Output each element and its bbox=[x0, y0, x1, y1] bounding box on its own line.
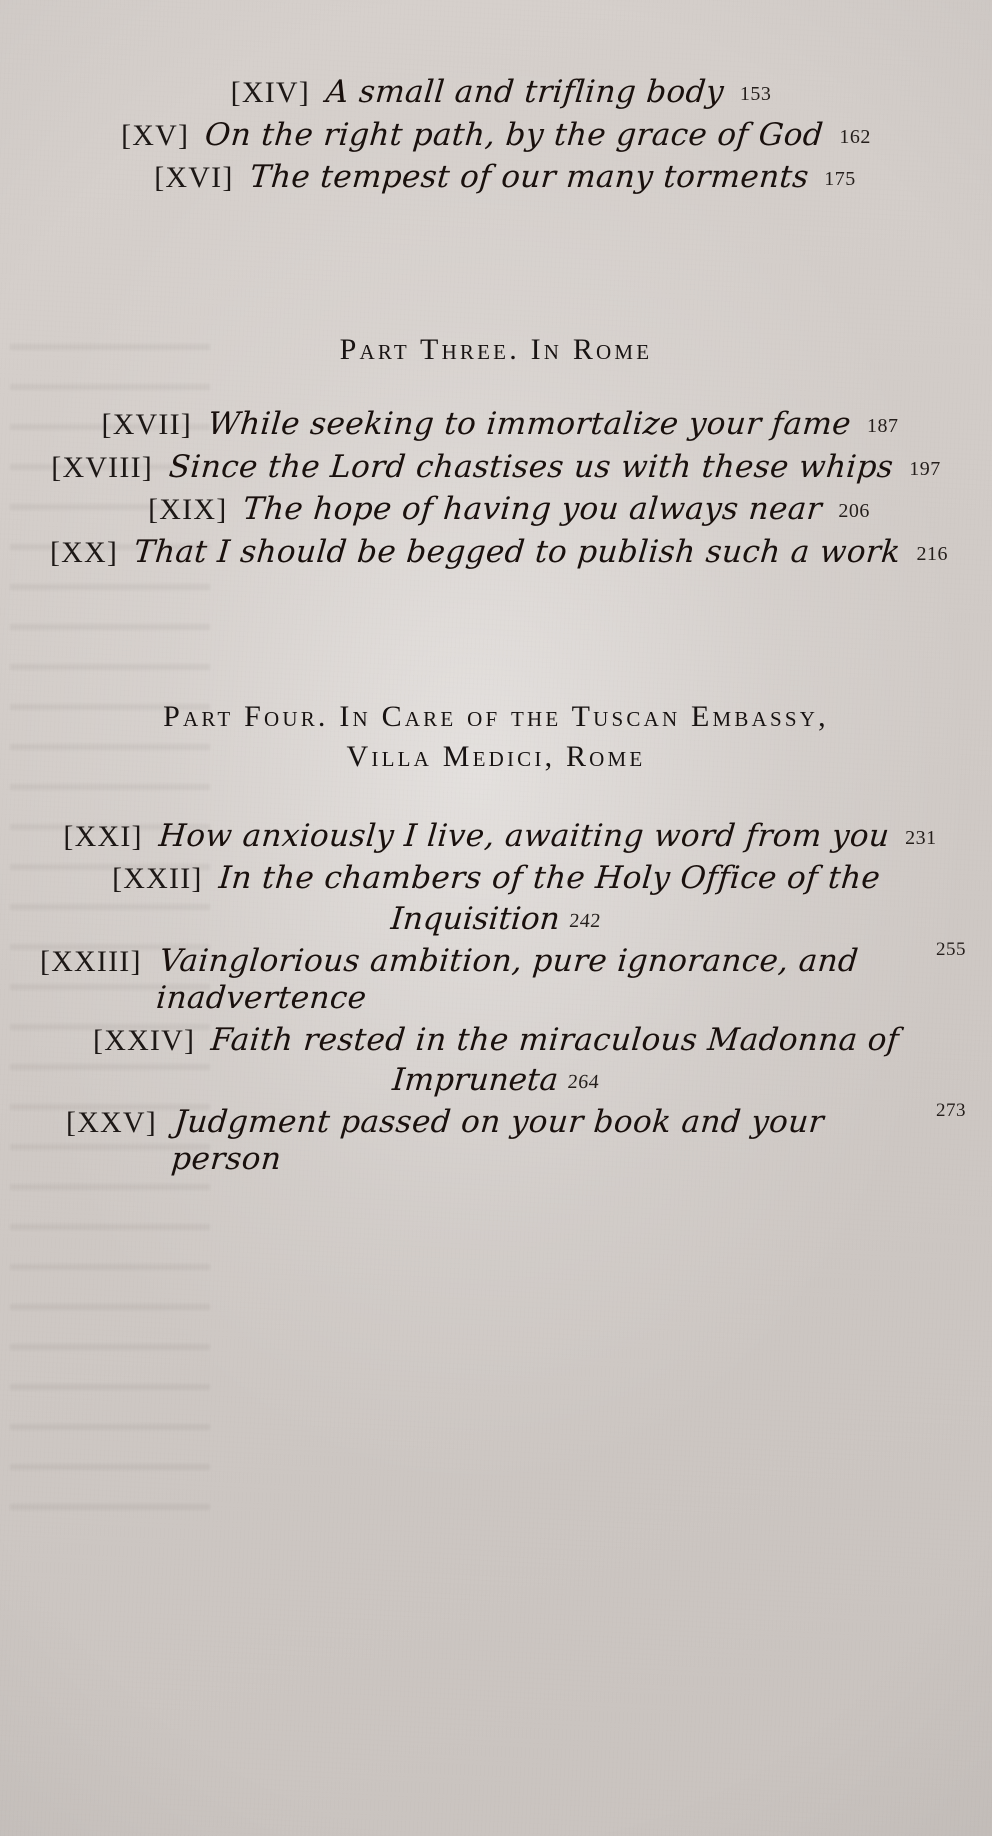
toc-entry[interactable] bbox=[26, 406, 966, 443]
toc-entry[interactable] bbox=[26, 117, 966, 154]
entry-title: On the right path, by the grace of God bbox=[203, 116, 825, 153]
part-four-heading-line-2: Villa Medici, Rome bbox=[346, 740, 646, 774]
toc-entry-continuation bbox=[24, 901, 967, 937]
entry-number: [XVI] bbox=[154, 161, 234, 195]
section-spacer bbox=[26, 577, 966, 697]
toc-entry[interactable] bbox=[26, 449, 966, 486]
toc-entry-continuation bbox=[24, 1062, 967, 1098]
entry-number: [XVII] bbox=[101, 408, 192, 442]
entry-title: Faith rested in the miraculous Madonna of bbox=[209, 1021, 901, 1058]
heading-spacer bbox=[26, 778, 966, 818]
entry-number: [XXIV] bbox=[93, 1023, 196, 1057]
entry-number: [XXI] bbox=[63, 819, 143, 853]
entry-title: The tempest of our many torments bbox=[247, 159, 810, 196]
entry-page-number: 197 bbox=[909, 457, 941, 480]
entry-page-number: 175 bbox=[824, 168, 856, 191]
entry-number: [XV] bbox=[121, 118, 190, 152]
section-spacer bbox=[26, 202, 966, 330]
toc-entry[interactable] bbox=[26, 159, 966, 196]
entry-title: Judgment passed on your book and your person bbox=[169, 1104, 826, 1178]
entry-page-number: 231 bbox=[905, 826, 937, 849]
heading-spacer bbox=[26, 370, 966, 406]
entry-title: That I should be begged to publish such a work bbox=[132, 533, 903, 570]
entry-title-continued: Inquisition bbox=[389, 900, 562, 937]
entry-title-continued: Impruneta bbox=[390, 1062, 560, 1099]
top-spacer bbox=[26, 0, 966, 74]
entry-number: [XX] bbox=[49, 535, 119, 569]
toc-entry[interactable] bbox=[26, 534, 966, 571]
entry-page-number: 216 bbox=[916, 542, 949, 565]
entry-title: Since the Lord chastises us with these whips bbox=[167, 448, 895, 485]
entry-number: [XXII] bbox=[112, 862, 203, 896]
entry-title: The hope of having you always near bbox=[241, 491, 824, 528]
entry-title: How anxiously I live, awaiting word from you bbox=[157, 817, 891, 854]
toc-entry[interactable] bbox=[26, 74, 966, 111]
entry-number: [XXIII] bbox=[40, 944, 142, 978]
toc-entry[interactable] bbox=[26, 938, 966, 1016]
entry-title: While seeking to immortalize your fame bbox=[206, 406, 853, 443]
entry-page-number: 264 bbox=[566, 1071, 601, 1094]
entry-page-number: 242 bbox=[568, 909, 602, 932]
entry-number: [XVIII] bbox=[51, 450, 153, 484]
toc-entry[interactable] bbox=[26, 860, 966, 897]
toc-entry[interactable] bbox=[26, 491, 966, 528]
entry-page-number: 273 bbox=[936, 1100, 966, 1122]
part-three-heading: Part Three. In Rome bbox=[339, 332, 653, 366]
entry-title: Vainglorious ambition, pure ignorance, and inadvertence bbox=[154, 942, 860, 1016]
part-four-heading-line-1: Part Four. In Care of the Tuscan Embassy, bbox=[163, 699, 829, 733]
entry-page-number: 255 bbox=[936, 938, 966, 960]
entry-number: [XXV] bbox=[66, 1106, 157, 1140]
entry-page-number: 153 bbox=[739, 83, 772, 105]
entry-page-number: 187 bbox=[867, 415, 899, 438]
entry-title: In the chambers of the Holy Office of the bbox=[217, 860, 882, 897]
entry-page-number: 206 bbox=[838, 500, 870, 523]
entry-number: [XIV] bbox=[230, 76, 310, 109]
toc-entry[interactable] bbox=[26, 1022, 966, 1059]
entry-number: [XIX] bbox=[148, 493, 228, 527]
toc-entry[interactable] bbox=[26, 1100, 966, 1178]
entry-page-number: 162 bbox=[839, 125, 871, 148]
toc-entry[interactable] bbox=[26, 818, 966, 855]
entry-title: A small and trifling body bbox=[324, 74, 726, 110]
